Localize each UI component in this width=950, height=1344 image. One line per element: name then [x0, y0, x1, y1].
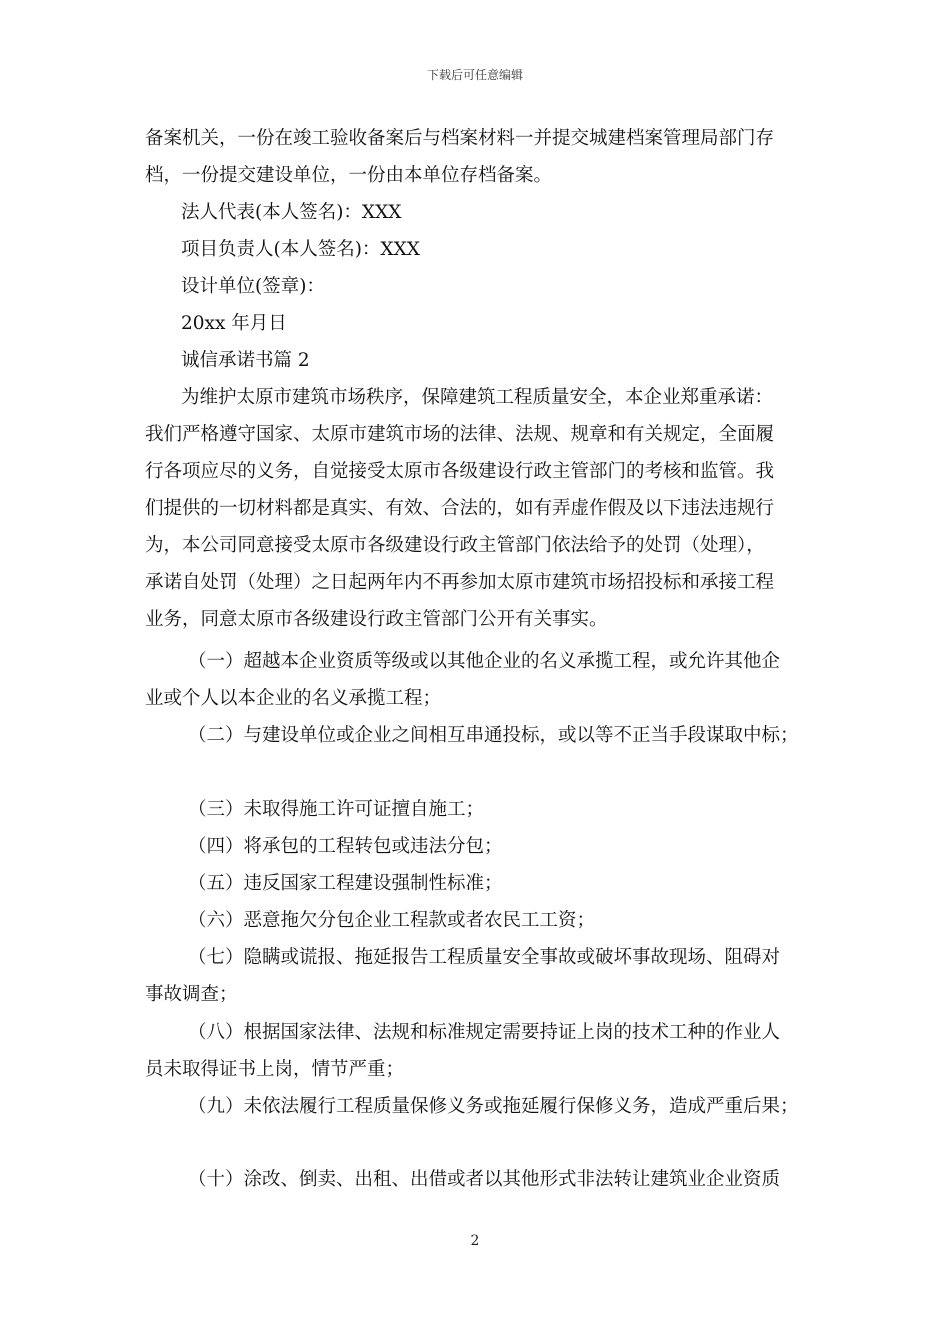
list-item: （九）未依法履行工程质量保修义务或拖延履行保修义务，造成严重后果； — [188, 1096, 799, 1117]
list-item: （四）将承包的工程转包或违法分包； — [188, 836, 503, 857]
text-line: 项目负责人(本人签名)：XXX — [181, 239, 420, 260]
text-line: 事故调查； — [145, 984, 238, 1005]
text-line: 为维护太原市建筑市场秩序，保障建筑工程质量安全，本企业郑重承诺： — [181, 387, 774, 408]
text-line: 备案机关，一份在竣工验收备案后与档案材料一并提交城建档案管理局部门存 — [145, 128, 775, 149]
text-line: 我们严格遵守国家、太原市建筑市场的法律、法规、规章和有关规定，全面履 — [145, 424, 775, 445]
list-item: （八）根据国家法律、法规和标准规定需要持证上岗的技术工种的作业人 — [188, 1022, 781, 1043]
list-item: （二）与建设单位或企业之间相互串通投标，或以等不正当手段谋取中标； — [188, 725, 799, 746]
page-number: 2 — [470, 1233, 480, 1249]
list-item: （六）恶意拖欠分包企业工程款或者农民工工资； — [188, 910, 596, 931]
text-line: 业务，同意太原市各级建设行政主管部门公开有关事实。 — [145, 609, 608, 630]
text-line: 20xx 年月日 — [181, 313, 287, 334]
list-item: （五）违反国家工程建设强制性标准； — [188, 873, 503, 894]
section-heading: 诚信承诺书篇 2 — [181, 350, 310, 371]
text-line: 法人代表(本人签名)：XXX — [181, 202, 402, 223]
text-line: 业或个人以本企业的名义承揽工程； — [145, 688, 442, 709]
list-item: （七）隐瞒或谎报、拖延报告工程质量安全事故或破坏事故现场、阻碍对 — [188, 947, 781, 968]
text-line: 档，一份提交建设单位，一份由本单位存档备案。 — [145, 165, 553, 186]
text-line: 行各项应尽的义务，自觉接受太原市各级建设行政主管部门的考核和监管。我 — [145, 461, 775, 482]
text-line: 设计单位(签章)： — [181, 276, 325, 297]
page-header: 下载后可任意编辑 — [426, 68, 523, 82]
list-item: （一）超越本企业资质等级或以其他企业的名义承揽工程，或允许其他企 — [188, 651, 781, 672]
text-line: 承诺自处罚（处理）之日起两年内不再参加太原市建筑市场招投标和承接工程 — [145, 572, 775, 593]
list-item: （三）未取得施工许可证擅自施工； — [188, 799, 485, 820]
text-line: 员未取得证书上岗，情节严重； — [145, 1059, 405, 1080]
text-line: 们提供的一切材料都是真实、有效、合法的，如有弄虚作假及以下违法违规行 — [145, 498, 775, 519]
list-item: （十）涂改、倒卖、出租、出借或者以其他形式非法转让建筑业企业资质 — [188, 1169, 781, 1190]
text-line: 为，本公司同意接受太原市各级建设行政主管部门依法给予的处罚（处理）， — [145, 535, 765, 556]
